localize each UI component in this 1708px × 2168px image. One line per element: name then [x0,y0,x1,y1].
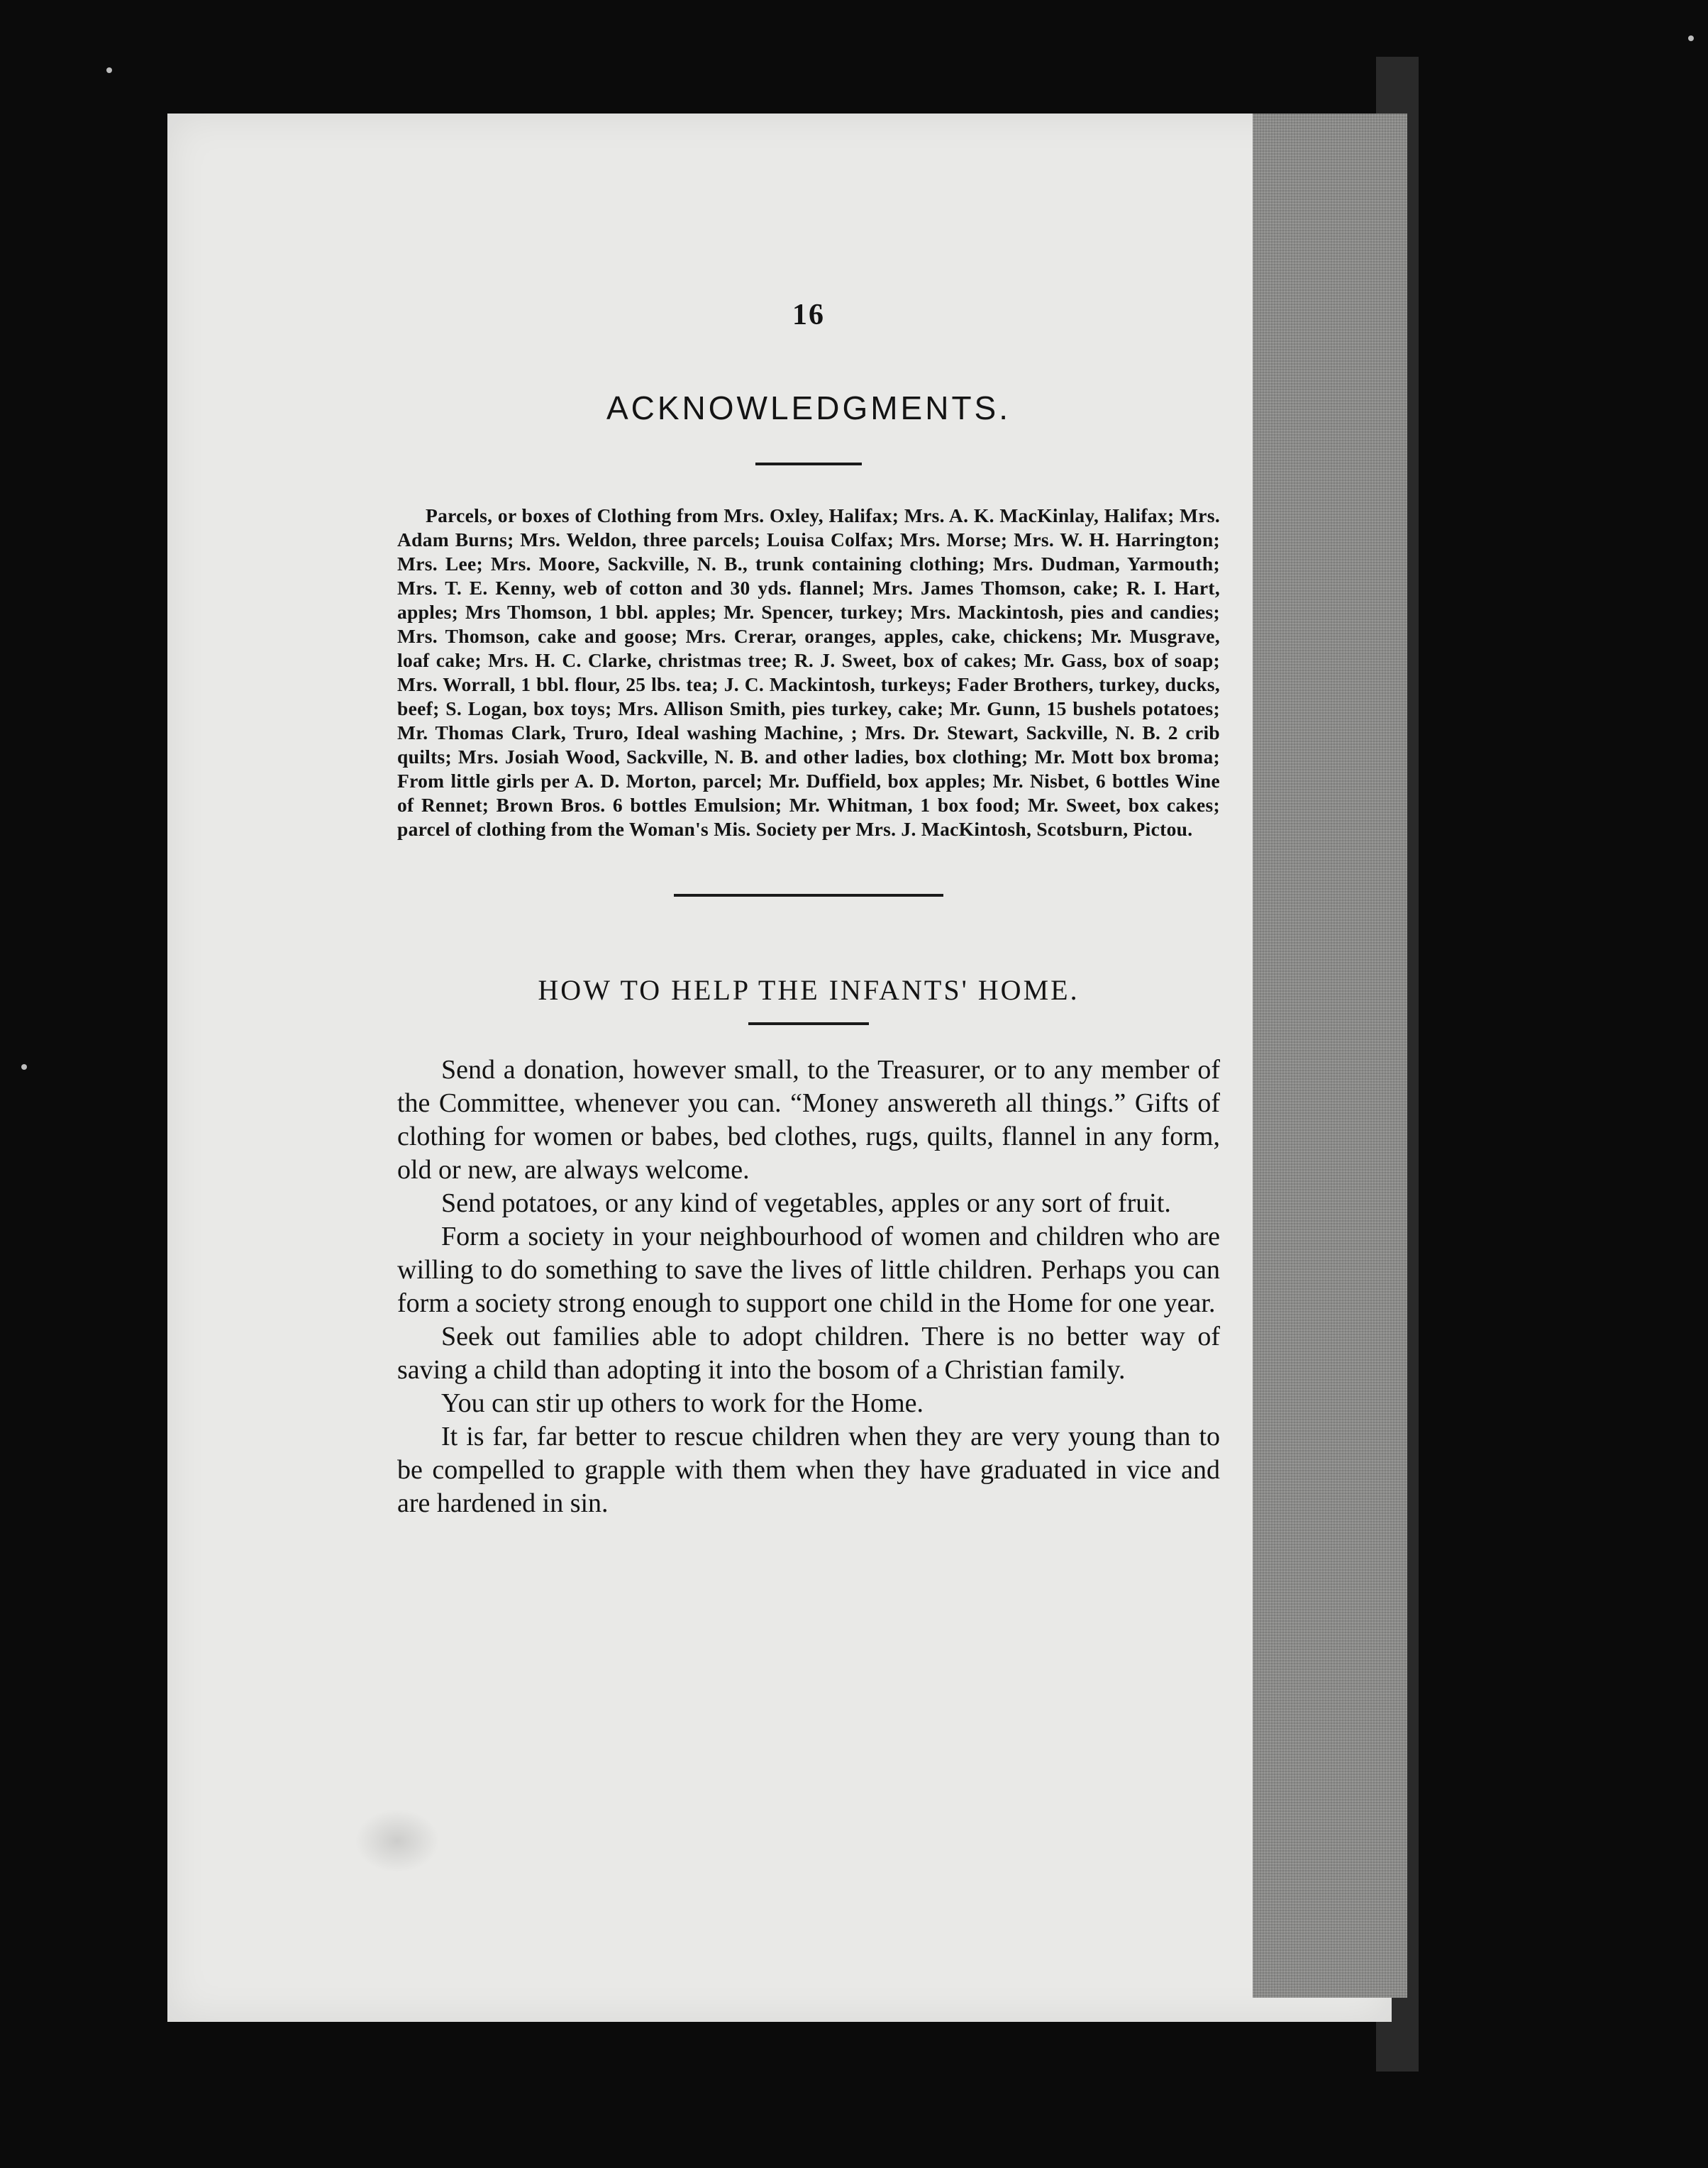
heading-rule [748,1022,869,1025]
help-paragraph: Form a society in your neighbourhood of women and children who are willing to do something to save the lives of little children. Perhaps you can form a society strong enough to support one child in the Home for one year. [397,1222,1220,1318]
page-content [397,284,1220,1520]
paper-stain [355,1809,440,1873]
dust-speck [1688,35,1694,41]
help-paragraph: Send a donation, however small, to the Treasurer, or to any member of the Committee, whenever you can. “Money answereth all things.” Gifts of clothing for women or babes, bed clothes, rugs, quilts, flannel in any form, old or new, are always welcome. [397,1055,1220,1185]
how-to-help-body [397,1053,1220,1520]
acknowledgments-text: Parcels, or boxes of Clothing from Mrs. Oxley, Halifax; Mrs. A. K. MacKinlay, Halifax; Mrs. Adam Burns; Mrs. Weldon, three parcels; Louisa Colfax; Mrs. Morse; Mrs. W. H. Harrington; Mrs. Lee; Mrs. Moore, Sackville, N. B., trunk containing clothing; Mrs. Dudman, Yarmouth; Mrs. T. E. Kenny, web of cotton and 30 yds. flannel; Mrs. James Thomson, cake; R. I. Hart, apples; Mrs Thomson, 1 bbl. apples; Mr. Spencer, turkey; Mrs. Mackintosh, pies and candies; Mrs. Thomson, cake and goose; Mrs. Crerar, oranges, apples, cake, chickens; Mr. Musgrave, loaf cake; Mrs. H. C. Clarke, christmas tree; R. J. Sweet, box of cakes; Mr. Gass, box of soap; Mrs. Worrall, 1 bbl. flour, 25 lbs. tea; J. C. Mackintosh, turkeys; Fader Brothers, turkey, ducks, beef; S. Logan, box toys; Mrs. Allison Smith, pies turkey, cake; Mr. Gunn, 15 bushels potatoes; Mr. Thomas Clark, Truro, Ideal washing Machine, ; Mrs. Dr. Stewart, Sackville, N. B. 2 crib quilts; Mrs. Josiah Wood, Sackville, N. B. and other ladies, box clothing; Mr. Mott box broma; From little girls per A. D. Morton, parcel; Mr. Duffield, box apples; Mr. Nisbet, 6 bottles Wine of Rennet; Brown Bros. 6 bottles Emulsion; Mr. Whitman, 1 box food; Mr. Sweet, box cakes; parcel of clothing from the Woman's Mis. Society per Mrs. J. MacKintosh, Scotsburn, Pictou. [397,504,1220,840]
help-paragraph: It is far, far better to rescue children when they are very young than to be compelled to grapple with them when they have graduated in vice and are hardened in sin. [397,1422,1220,1518]
help-paragraph: Send potatoes, or any kind of vegetables, apples or any sort of fruit. [441,1188,1171,1218]
help-paragraph: You can stir up others to work for the Home. [441,1388,924,1418]
help-paragraph: Seek out families able to adopt children. There is no better way of saving a child than adopting it into the bosom of a Christian family. [397,1322,1220,1385]
acknowledgments-heading: ACKNOWLEDGMENTS. [606,389,1011,426]
dust-speck [106,67,112,73]
dust-speck [21,1064,27,1070]
heading-rule [755,463,862,465]
section-divider [674,894,943,897]
page-number: 16 [792,299,825,331]
how-to-help-heading: HOW TO HELP THE INFANTS' HOME. [538,974,1080,1006]
book-spine-cloth [1253,114,1407,1998]
